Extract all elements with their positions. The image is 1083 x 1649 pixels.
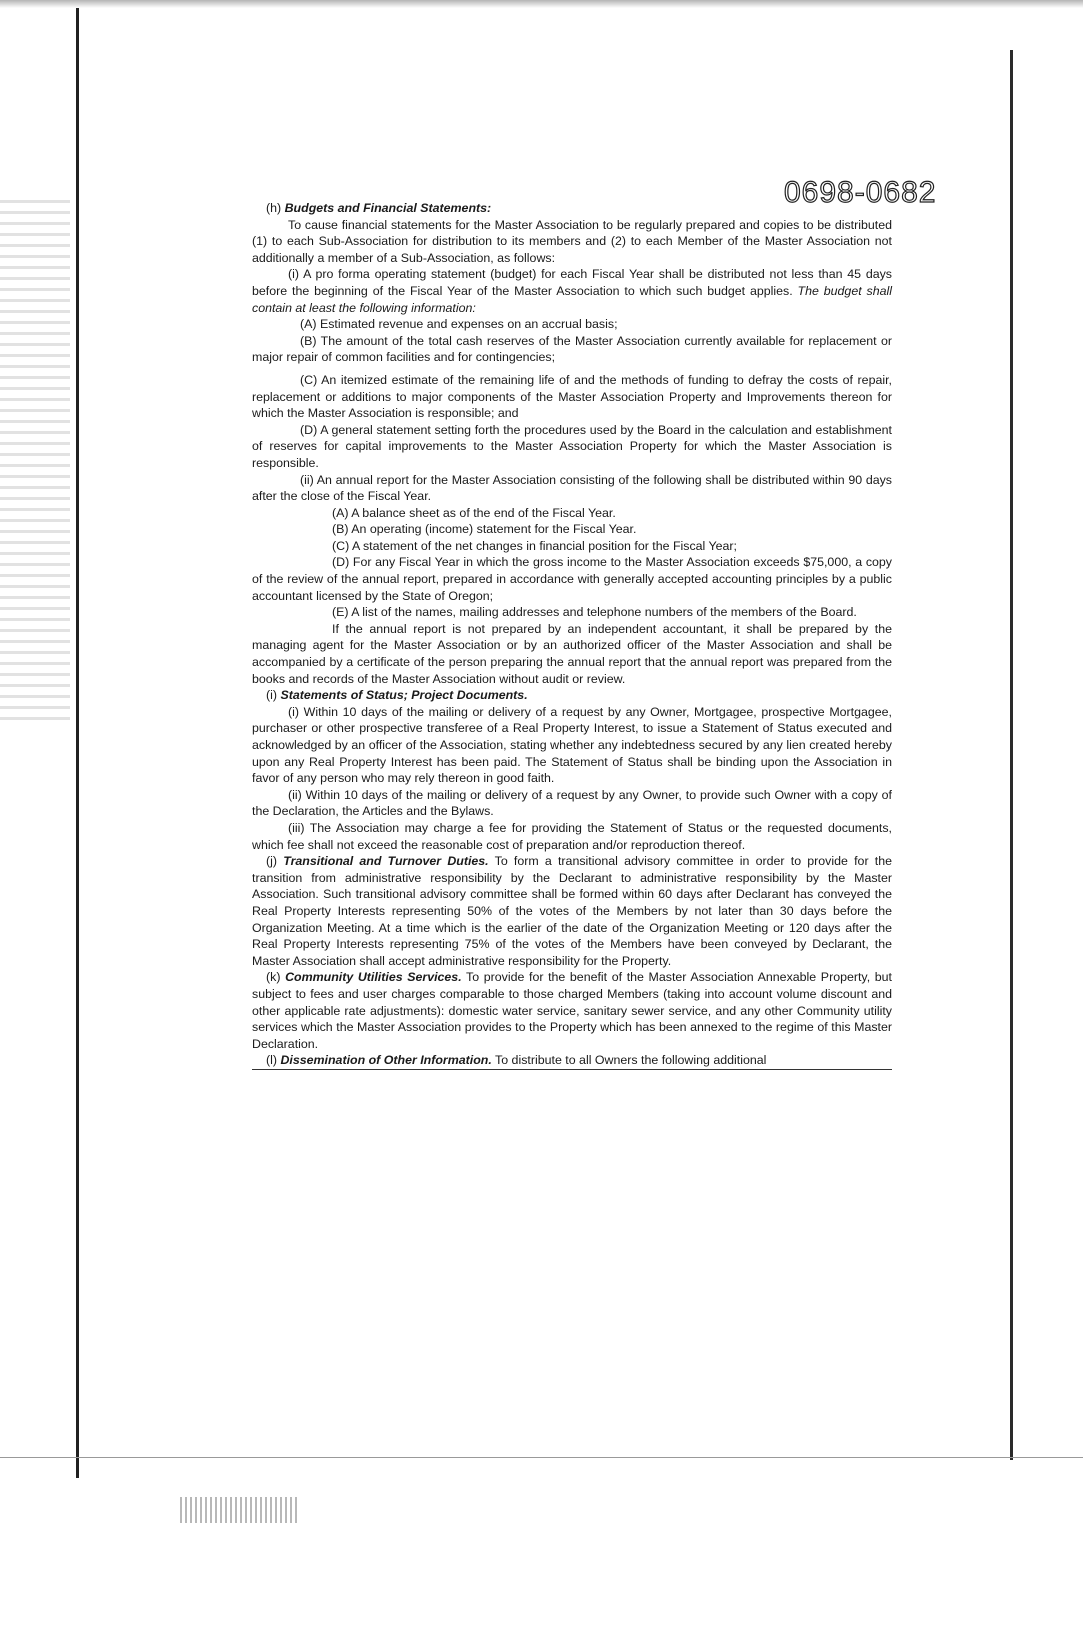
paragraph-text: To form a transitional advisory committee in order to provide for the transition from administrative responsibility by the Declarant to administrative responsibility by the Master Association. Such transitional advisory committee shall be formed within 60 days after Declarant has conveyed the Real Property Interests representing 50% of the votes of the Members by not later than 30 days before the Organization Meeting. At a time which is the earlier of the date of the Organization Meeting or 120 days after the Real Property Interests representing 75% of the votes of the Members have been conveyed by Declarant, the Master Association shall accept administrative responsibility for the Property. xyxy=(252,854,892,968)
section-title: Dissemination of Other Information. xyxy=(280,1053,492,1068)
section-title: Transitional and Turnover Duties. xyxy=(283,854,489,869)
scan-bottom-edge xyxy=(0,1457,1083,1458)
paragraph: (i) Within 10 days of the mailing or delivery of a request by any Owner, Mortgagee, prospective Mortgagee, purchaser or other prospective transferee of a Real Property Interest, to issue a Statement of Status executed and acknowledged by an officer of the Association, stating whether any indebtedness secured by any lien created hereby upon any Real Property Interest has been paid. The Statement of Status shall be binding upon the Association in favor of any person who may rely thereon in good faith. xyxy=(252,704,892,786)
paragraph-text: To distribute to all Owners the following additional xyxy=(495,1053,767,1068)
list-item: (A) Estimated revenue and expenses on an accrual basis; xyxy=(300,317,618,332)
section-label: (l) xyxy=(266,1053,278,1068)
section-label: (i) xyxy=(266,688,278,703)
section-label: (h) xyxy=(266,201,282,215)
section-k xyxy=(252,969,892,1052)
section-j xyxy=(252,853,892,969)
paragraph: If the annual report is not prepared by an independent accountant, it shall be prepared by the managing agent for the Master Association or by an authorized officer of the Master Association and shall be accompanied by a certificate of the person preparing the annual report that the annual report was prepared from the books and records of the Master Association without audit or review. xyxy=(252,621,892,686)
paragraph-text: To provide for the benefit of the Master Association Annexable Property, but subject to fees and user charges comparable to those charged Members (taking into account volume discount and other applicable rate adjustments): domestic water service, sanitary sewer service, and any other Community utility services which the Master Association provides to the Property which has been annexed to the regime of this Master Declaration. xyxy=(252,970,892,1051)
section-h-heading xyxy=(252,200,892,217)
paragraph: (iii) The Association may charge a fee for providing the Statement of Status or the requested documents, which fee shall not exceed the reasonable cost of preparation and/or reproduction thereof. xyxy=(252,820,892,852)
paragraph: (ii) Within 10 days of the mailing or delivery of a request by any Owner, to provide such Owner with a copy of the Declaration, the Articles and the Bylaws. xyxy=(252,787,892,819)
list-item: (C) A statement of the net changes in financial position for the Fiscal Year; xyxy=(332,538,737,553)
paragraph xyxy=(252,266,892,316)
scan-right-border xyxy=(1010,50,1013,1460)
paragraph-italic-text: The budget shall contain at least the following information: xyxy=(252,283,893,315)
paragraph: To cause financial statements for the Master Association to be regularly prepared and copies to be distributed (1) to each Sub-Association for distribution to its members and (2) to each Member of the Master Association not additionally a member of a Sub-Association, as follows: xyxy=(252,217,892,265)
list-item: (B) The amount of the total cash reserves of the Master Association currently available for replacement or major repair of common facilities and for contingencies; xyxy=(252,333,892,365)
section-title: Budgets and Financial Statements: xyxy=(284,201,492,215)
list-item: (D) For any Fiscal Year in which the gross income to the Master Association exceeds $75,000, a copy of the review of the annual report, prepared in accordance with generally accepted accounting principles by a public accountant licensed by the State of Oregon; xyxy=(252,555,892,603)
section-title: Statements of Status; Project Documents. xyxy=(280,688,528,703)
list-item: (D) A general statement setting forth the procedures used by the Board in the calculation and establishment of reserves for capital improvements to the Master Association Property for which the Master Association is responsible. xyxy=(252,422,892,470)
section-l xyxy=(252,1052,892,1070)
section-title: Community Utilities Services. xyxy=(285,970,462,985)
section-label: (j) xyxy=(266,854,278,869)
section-label: (k) xyxy=(266,970,281,985)
list-item: (A) A balance sheet as of the end of the Fiscal Year. xyxy=(332,505,616,520)
scan-noise xyxy=(0,200,70,720)
scan-stamp-mark xyxy=(180,1497,300,1523)
list-item: (C) An itemized estimate of the remaining life of and the methods of funding to defray the costs of repair, replacement or additions to major components of the Master Association Property and Improvements thereon for which the Master Association is responsible; and xyxy=(252,372,892,421)
paragraph-text: (i) A pro forma operating statement (budget) for each Fiscal Year shall be distributed not less than 45 days before the beginning of the Fiscal Year of the Master Association to which such budget applies. xyxy=(252,267,892,298)
list-item: (E) A list of the names, mailing addresses and telephone numbers of the members of the Board. xyxy=(332,605,857,620)
scan-left-border xyxy=(76,8,79,1478)
paragraph: (ii) An annual report for the Master Association consisting of the following shall be distributed within 90 days after the close of the Fiscal Year. xyxy=(252,472,892,504)
document-body xyxy=(252,200,892,1070)
section-i-heading xyxy=(252,687,892,704)
document-number: 0698-0682 xyxy=(784,176,937,209)
scan-top-edge xyxy=(0,0,1083,8)
list-item: (B) An operating (income) statement for the Fiscal Year. xyxy=(332,522,637,537)
